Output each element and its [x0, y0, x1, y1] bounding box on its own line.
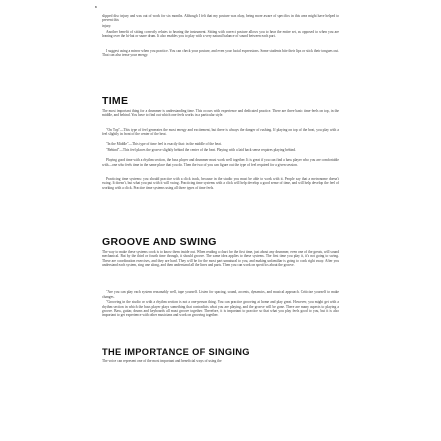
intro-paragraph: I suggest using a mirror when you practice. You can check your posture, and even your facial expressions. Some students bite their lips or stick their tongues out. That can also tense your energy.	[102, 48, 339, 58]
time-paragraph: Practicing time systems: you should practice with a click track, because in the studio you must be able to work with it. People say that a metronome doesn't swing. It doesn't, but what you put with it will swing. Practicing time systems with a click will help develop a good sense of time, and will help develop the feel of working with a click. Practice time systems using all three types of time feels.	[102, 177, 339, 190]
groove-section	[102, 237, 339, 248]
section-heading-groove: GROOVE AND SWING	[102, 236, 217, 248]
time-body	[102, 109, 339, 200]
time-paragraph: Playing good time with a rhythm section, the bass player and drummer must work well together. It is great if you can find a bass player who you are comfortable with—one who feels time in the same place that you do. Then the two of you can figure out the type of feel required for a given session.	[102, 158, 339, 167]
intro-section	[102, 14, 339, 63]
groove-paragraph: The way to make these systems cook is to know them inside out. When reading a chart for the first time, just about any drummer, even one of the greats, will sound mechanical. But by the third or fourth time through, it should groove. The same idea applies to these systems. The first time you play it, it's not going to swing. These are coordination exercises, and they are hard. They will be for the most part unnatural to you, and making unfamiliar is going to cook right away. After you understand each system, sing one along, and then understand all the lines and parts. Then you can work on specifics about the groove.	[102, 250, 339, 267]
time-paragraph: "Behind"—This feel places the groove slightly behind the center of the beat. Playing with a laid back sense requires playing behind.	[106, 148, 296, 153]
groove-body	[102, 250, 339, 345]
intro-paragraph: injury.	[102, 24, 112, 29]
intro-paragraph: slipped disc injury and was out of work for six months. Although I felt that my posture was okay, being more aware of specifics in this area might have helped to prevent this	[102, 14, 339, 23]
singing-paragraph: The voice can represent one of the most important and beneficial ways of using the	[102, 359, 222, 363]
time-paragraph: The most important thing for a drummer is understanding time. This occurs with experience and dedicated practice. There are three basic time-feels on top, in the middle, and behind. You have to find out which one feels works in a particular style.	[102, 109, 339, 118]
singing-section	[102, 347, 339, 357]
intro-paragraph: Another benefit of sitting correctly relates to hearing the instrument. Sitting with correct posture allows you to hear the entire set, as opposed to when you are leaning over the hi-hat or snare drum. It also enables you to play with a very natural balance of sound between each part.	[102, 30, 339, 39]
time-section	[102, 96, 339, 107]
time-paragraph: "On Top"—This type of feel generates the most energy and excitement, but there is always the danger of rushing. If playing on top of the beat, you play with a feel slightly in front of the center of the beat.	[102, 127, 339, 137]
time-paragraph: "In the Middle"—This type of time feel is exactly that: in the middle of the beat.	[106, 142, 222, 147]
groove-paragraph: "Are you can play each system reasonably well, tape yourself. Listen for spacing, sound, accents, dynamics, and musical approach. Criticize yourself to make changes.	[102, 290, 339, 299]
singing-body	[102, 359, 339, 365]
section-heading-time: TIME	[102, 95, 129, 107]
page-number: 8	[95, 5, 97, 9]
section-heading-singing: THE IMPORTANCE OF SINGING	[102, 347, 250, 357]
groove-paragraph: "Grooving in the studio or with a rhythm section is not a one-person thing. You can practice grooving at home and play great. However, you might get with a rhythm section in which the bass player plays something that contradicts what you are playing, and the groove will be gone. There are many aspects to playing a groove. Bass, guitar, drums and keyboards all must groove together. Therefore, it is important to practice so that what you play feels good to you, but it is also important to get experience with other musicians and work on grooving together.	[102, 300, 339, 318]
